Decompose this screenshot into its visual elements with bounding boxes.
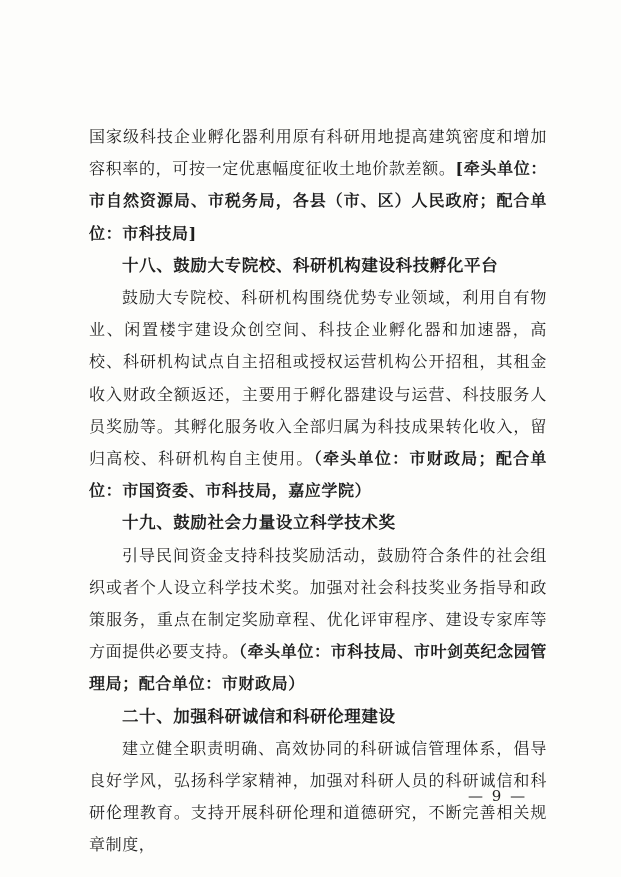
paragraph-land-price bbox=[89, 121, 547, 250]
document-body bbox=[89, 121, 547, 862]
paragraph-text: 鼓励大专院校、科研机构围绕优势专业领域，利用自有物业、闲置楼宇建设众创空间、科技企业孵化器和加速器，高校、科研机构试点自主招租或授权运营机构公开招租，其租金收入财政全额返还，主要用于孵化器建设与运营、科技服务人员奖励等。其孵化服务收入全部归属为科技成果转化收入，留归高校、科研机构自主使用。 bbox=[89, 288, 547, 469]
responsible-units: [牵头单位：市自然资源局、市税务局，各县（市、区）人民政府；配合单位：市科技局] bbox=[89, 159, 548, 243]
paragraph-text: 引导民间资金支持科技奖励活动，鼓励符合条件的社会组织或者个人设立科学技术奖。加强对社会科技奖业务指导和政策服务，重点在制定奖励章程、优化评审程序、建设专家库等方面提供必要支持。 bbox=[89, 545, 547, 662]
heading-section-19: 十九、鼓励社会力量设立科学技术奖 bbox=[122, 513, 396, 533]
paragraph-section-19 bbox=[89, 540, 547, 701]
heading-section-18: 十八、鼓励大专院校、科研机构建设科技孵化平台 bbox=[122, 255, 499, 275]
responsible-units: （牵头单位：市科技局、市叶剑英纪念园管理局；配合单位：市财政局） bbox=[89, 642, 547, 694]
heading-section-20: 二十、加强科研诚信和科研伦理建设 bbox=[122, 706, 396, 726]
page-number: — 9 — bbox=[468, 787, 528, 805]
responsible-units: （牵头单位：市财政局；配合单位：市国资委、市科技局，嘉应学院） bbox=[89, 449, 547, 501]
paragraph-section-18 bbox=[89, 282, 547, 507]
paragraph-text: 建立健全职责明确、高效协同的科研诚信管理体系，倡导良好学风，弘扬科学家精神，加强对科研人员的科研诚信和科研伦理教育。支持开展科研伦理和道德研究，不断完善相关规章制度， bbox=[89, 738, 547, 855]
paragraph-text: 国家级科技企业孵化器利用原有科研用地提高建筑密度和增加容积率的，可按一定优惠幅度征收土地价款差额。 bbox=[89, 127, 547, 179]
